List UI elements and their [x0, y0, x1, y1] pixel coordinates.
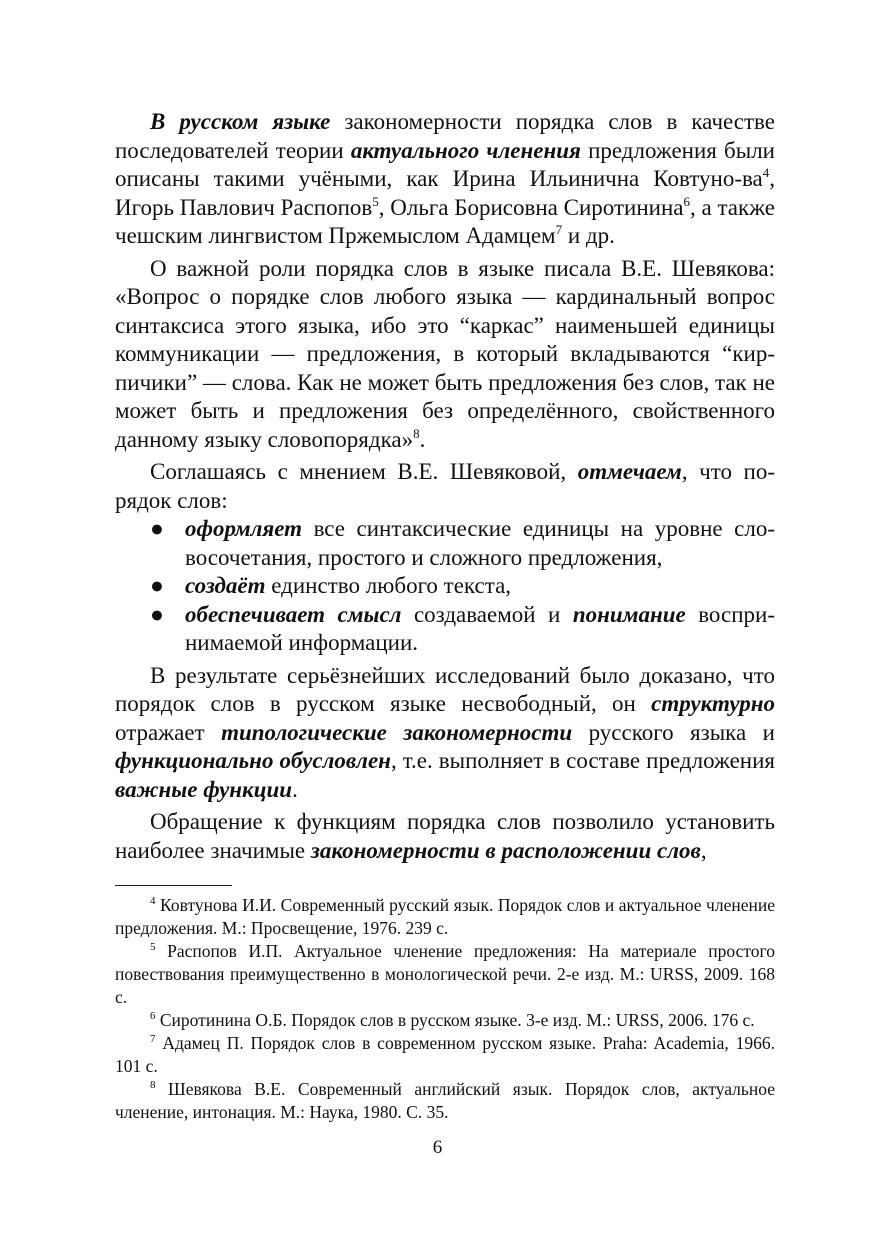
- list-item: [115, 572, 775, 601]
- text-run: Соглашаясь с мнением В.Е. Шевяковой,: [150, 459, 578, 484]
- page-number: 6: [432, 1137, 443, 1158]
- text-run: .: [292, 776, 298, 802]
- text-run: О важной роли порядка слов в языке писала В.Е. Шевякова: «Вопрос о порядке слов любого языка — кардинальный вопрос синтаксиса этого языка, ибо это “каркас” наименьшей единицы коммуникации — предложения, в который вкладываются “кирпичики” — слова. Как не может быть предложения без слов, так не может быть и предложения без определённого, свойственного данному языку словопорядка»: [115, 255, 775, 452]
- text-run: предложения были описаны такими учёными, как Ирина Ильинична Ковтуно-ва: [115, 137, 775, 191]
- emphasis: структурно: [651, 691, 775, 716]
- footnote-number: 6: [150, 1010, 156, 1022]
- paragraph-4: [115, 662, 775, 805]
- emphasis: закономерности в расположении слов: [310, 837, 701, 863]
- footnote-ref: 8: [413, 425, 420, 441]
- text-run: , что порядок слов:: [115, 459, 776, 513]
- text-run: русского языка и: [572, 719, 775, 745]
- footnote-ref: 4: [762, 165, 770, 180]
- footnote-separator: [115, 885, 232, 886]
- footnote: [115, 1009, 775, 1032]
- footnote-ref: 7: [555, 222, 563, 237]
- footnote-number: 7: [150, 1033, 156, 1045]
- text-run: все синтаксические единицы на уровне словосочетания, простого и сложного предложения,: [185, 516, 775, 570]
- text-run: , Игорь Павлович Распопов: [115, 166, 775, 220]
- text-run: .: [419, 426, 426, 452]
- footnote-ref: 6: [683, 193, 690, 209]
- list-item: [115, 515, 775, 572]
- footnote-text: Шевякова В.Е. Современный английский язык. Порядок слов, актуальное членение, интонация. М.: Наука, 1980. С. 35.: [115, 1079, 775, 1122]
- emphasis: функционально обусловлен: [115, 748, 391, 773]
- emphasis: обеспечивает смысл: [185, 601, 402, 627]
- paragraph-5: [115, 808, 775, 865]
- paragraph-2: [115, 255, 775, 455]
- emphasis: типологические закономерности: [221, 719, 573, 745]
- footnote-number: 4: [150, 895, 156, 907]
- emphasis: оформляет: [185, 516, 303, 541]
- text-run: , т.е. выполняет в составе предложения: [390, 748, 775, 773]
- emphasis: важные функции: [115, 776, 293, 802]
- emphasis: актуального членения: [350, 137, 581, 163]
- main-text: [115, 108, 775, 865]
- bullet-icon: ●: [150, 573, 164, 598]
- footnote: [115, 1078, 775, 1124]
- text-run: создаваемой и: [401, 601, 573, 627]
- text-run: единство любого текста,: [265, 573, 512, 598]
- footnote-ref: 5: [372, 193, 379, 209]
- bullet-icon: ●: [150, 601, 164, 627]
- footnote: [115, 1032, 775, 1078]
- page-content: [115, 108, 775, 1124]
- text-run: и др.: [562, 223, 615, 248]
- bullet-list: [115, 515, 775, 658]
- emphasis: понимание: [572, 601, 686, 627]
- emphasis: отмечаем: [577, 459, 682, 484]
- text-run: воспринимаемой информации.: [185, 601, 775, 655]
- text-run: ,: [700, 837, 707, 863]
- emphasis: создаёт: [185, 573, 266, 598]
- footnote: [115, 940, 775, 1009]
- footnotes: [115, 894, 775, 1124]
- text-run: отражает: [115, 719, 222, 745]
- bullet-icon: ●: [150, 516, 164, 541]
- list-item: [115, 601, 775, 658]
- footnote-text: Сиротинина О.Б. Порядок слов в русском языке. 3-е изд. М.: URSS, 2006. 176 с.: [155, 1010, 755, 1030]
- text-run: , а также чешским лингвистом Пржемыслом Адамцем: [115, 194, 775, 248]
- text-run: , Ольга Борисовна Сиротинина: [378, 194, 684, 220]
- footnote: [115, 894, 775, 940]
- footnote-text: Адамец П. Порядок слов в современном русском языке. Praha: Academia, 1966. 101 с.: [115, 1033, 775, 1076]
- text-run: Обращение к функциям порядка слов позволило установить наиболее значимые: [115, 809, 775, 863]
- text-run: закономерности порядка слов в качестве последователей теории: [115, 109, 775, 163]
- footnote-number: 8: [150, 1079, 156, 1091]
- footnote-number: 5: [150, 941, 156, 953]
- paragraph-1: [115, 108, 775, 251]
- footnote-text: Ковтунова И.И. Современный русский язык. Порядок слов и актуальное членение предложения. М.: Просвещение, 1976. 239 с.: [115, 895, 775, 938]
- footnote-text: Распопов И.П. Актуальное членение предложения: На материале простого повествования преимущественно в монологической речи. 2-е изд. М.: URSS, 2009. 168 с.: [115, 941, 775, 1007]
- paragraph-3: [115, 458, 775, 515]
- text-run: В результате серьёзнейших исследований было доказано, что порядок слов в русском языке несвободный, он: [115, 662, 775, 716]
- emphasis: В русском языке: [150, 109, 331, 134]
